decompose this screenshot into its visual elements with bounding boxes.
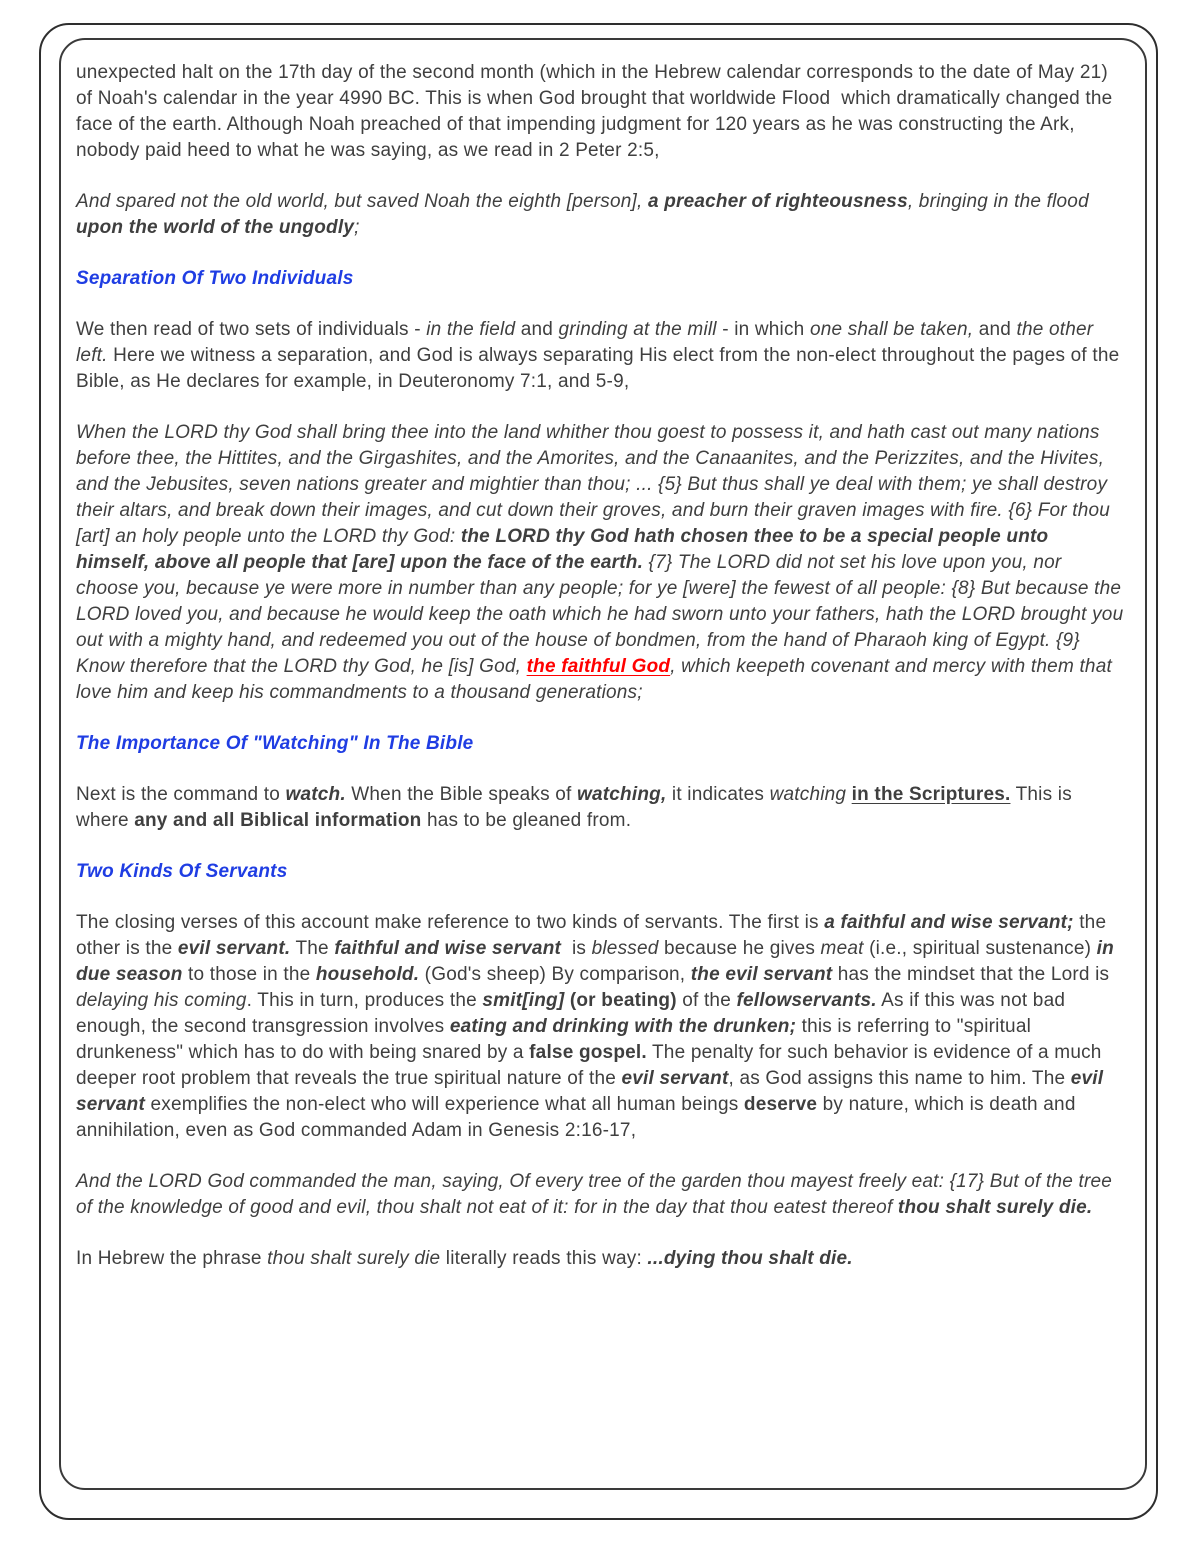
text-run: the other left. (76, 319, 1099, 366)
text-run: any and all Biblical information (134, 810, 422, 831)
text-run: in due season (76, 938, 1120, 985)
text-run: The (290, 938, 335, 959)
text-run: watching, (577, 784, 667, 805)
text-run: evil servant (621, 1068, 729, 1089)
text-run: In Hebrew the phrase (76, 1248, 268, 1269)
text-run: deserve (743, 1094, 818, 1115)
text-run: and (515, 319, 559, 340)
text-run: This is where (76, 784, 1078, 831)
text-run: And spared not the old world, but saved Noah the eighth [person], (76, 191, 648, 212)
faithful-god-link[interactable]: the faithful God (526, 656, 671, 677)
text-run: grinding at the mill (558, 319, 717, 340)
text-run: because he gives (658, 938, 821, 959)
paragraph (76, 189, 1127, 241)
text-run: to those in the (182, 964, 316, 985)
paragraph (76, 1169, 1127, 1221)
paragraph (76, 1246, 1127, 1272)
text-run: We then read of two sets of individuals - (76, 319, 427, 340)
text-run: blessed (591, 938, 659, 959)
page-border-inner (59, 38, 1147, 1490)
text-run: evil servant (76, 1068, 1109, 1115)
text-run: faithful and wise servant (334, 938, 562, 959)
text-run: has to be gleaned from. (421, 810, 632, 831)
text-run: one shall be taken, (809, 319, 974, 340)
paragraph (76, 910, 1127, 1144)
text-run: . This in turn, produces the (246, 990, 483, 1011)
text-run: , which keepeth covenant and mercy with them that love him and keep his commandments to a thousand generations; (76, 656, 1118, 703)
text-run: ; (354, 217, 360, 238)
paragraph (76, 782, 1127, 834)
text-run: evil servant. (177, 938, 291, 959)
text-run: Next is the command to (76, 784, 286, 805)
paragraph (76, 420, 1127, 706)
text-run: When the LORD thy God shall bring thee into the land whither thou goest to possess it, and hath cast out many nations before thee, the Hittites, and the Girgashites, and the Amorites, and the Canaanites, and the Perizzites, and the Hivites, and the Jebusites, seven nations greater and mightier than thou; ... {5} But thus shall ye deal with them; ye shall destroy their altars, and break down their images, and cut down their groves, and burn their graven images with fire. {6} For thou [art] an holy people unto the LORD thy God: (76, 422, 1116, 547)
text-run: unexpected halt on the 17th day of the second month (which in the Hebrew calendar corresponds to the date of May 21) of Noah's calendar in the year 4990 BC. This is when God brought that worldwide Flood which dramatically changed the face of the earth. Although Noah preached of that impending judgment for 120 years as he was constructing the Ark, nobody paid heed to what he was saying, as we read in 2 Peter 2:5, (76, 62, 1118, 161)
text-run: As if this was not bad enough, the second transgression involves (76, 990, 1071, 1037)
text-run: Separation Of Two Individuals (76, 268, 354, 289)
text-run: in the field (426, 319, 516, 340)
text-run: Two Kinds Of Servants (76, 861, 288, 882)
text-run: watch. (285, 784, 346, 805)
text-run: watching (769, 784, 852, 805)
text-run: upon the world of the ungodly (76, 217, 355, 238)
text-run: fellowservants. (736, 990, 877, 1011)
paragraph (76, 317, 1127, 395)
text-run: has the mindset that the Lord is (832, 964, 1115, 985)
text-run: (or beating) (564, 990, 677, 1011)
text-run: the evil servant (690, 964, 833, 985)
text-run: {7} The LORD did not set his love upon you, nor choose you, because ye were more in number than any people; for ye [were] the fewest of all people: {8} But because the LORD loved you, and because he would keep the oath which he had sworn unto your fathers, hath the LORD brought you out with a mighty hand, and redeemed you out of the house of bondmen, from the hand of Pharaoh king of Egypt. {9} Know therefore that the LORD thy God, he [is] God, (76, 552, 1129, 677)
text-run: (God's sheep) By comparison, (419, 964, 691, 985)
section-heading (76, 859, 1127, 885)
page-border-outer (39, 23, 1158, 1520)
document-body (76, 60, 1127, 1272)
section-heading (76, 266, 1127, 292)
text-run: thou shalt surely die. (897, 1197, 1093, 1218)
text-run: , as God assigns this name to him. The (728, 1068, 1071, 1089)
paragraph (76, 60, 1127, 164)
text-run: a faithful and wise servant; (824, 912, 1074, 933)
text-run: household. (315, 964, 420, 985)
text-run: , bringing in the flood (907, 191, 1095, 212)
text-run: it indicates (666, 784, 770, 805)
text-run: a preacher of righteousness (647, 191, 908, 212)
section-heading (76, 731, 1127, 757)
text-run: Here we witness a separation, and God is always separating His elect from the non-elect throughout the pages of the Bible, as He declares for example, in Deuteronomy 7:1, and 5-9, (76, 345, 1125, 392)
text-run: - in which (716, 319, 810, 340)
text-run: meat (820, 938, 864, 959)
text-run: smit[ing] (482, 990, 565, 1011)
text-run: literally reads this way: (440, 1248, 648, 1269)
text-run: is (561, 938, 592, 959)
text-run: in the Scriptures. (851, 784, 1011, 805)
text-run: thou shalt surely die (267, 1248, 441, 1269)
text-run: eating and drinking with the drunken; (449, 1016, 797, 1037)
text-run: ...dying thou shalt die. (647, 1248, 853, 1269)
text-run: this is referring to "spiritual drunkeness" which has to do with being snared by a (76, 1016, 1037, 1063)
text-run: of the (676, 990, 737, 1011)
text-run: exemplifies the non-elect who will experience what all human beings (145, 1094, 744, 1115)
text-run: (i.e., spiritual sustenance) (863, 938, 1097, 959)
text-run: And the LORD God commanded the man, saying, Of every tree of the garden thou mayest freely eat: {17} But of the tree of the knowledge of good and evil, thou shalt not eat of it: for in the day that thou eatest thereof (76, 1171, 1118, 1218)
text-run: the other is the (76, 912, 1112, 959)
text-run: The penalty for such behavior is evidence of a much deeper root problem that reveals the true spiritual nature of the (76, 1042, 1108, 1089)
text-run: by nature, which is death and annihilation, even as God commanded Adam in Genesis 2:16-17, (76, 1094, 1082, 1141)
text-run: When the Bible speaks of (345, 784, 578, 805)
text-run: The closing verses of this account make reference to two kinds of servants. The first is (76, 912, 825, 933)
text-run: false gospel. (529, 1042, 647, 1063)
text-run: The Importance Of "Watching" In The Bible (76, 733, 474, 754)
text-run: delaying his coming (76, 990, 247, 1011)
text-run: the LORD thy God hath chosen thee to be a special people unto himself, above all people that [are] upon the face of the earth. (76, 526, 1054, 573)
text-run: and (973, 319, 1017, 340)
